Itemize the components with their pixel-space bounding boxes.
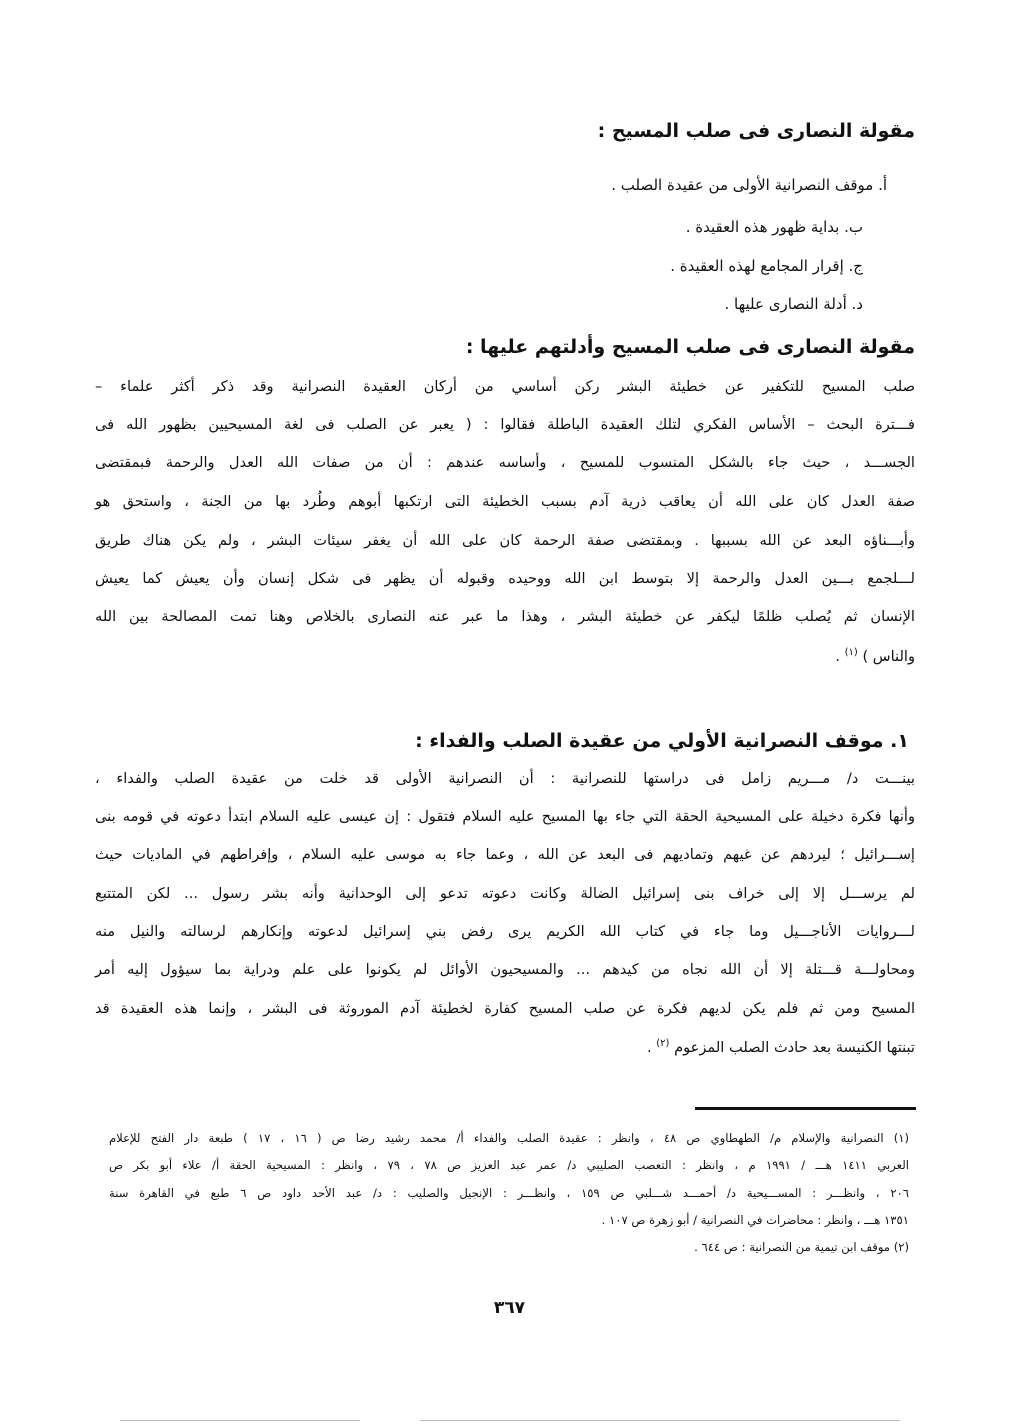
footnote-1-line: ٢٠٦ ، وانظـــر : المســـيحية د/ أحمـــد شـــلبي ص ١٥٩ ، وانظـــر : الإنجيل والصليب : د/ عبد الأحد داود ص ٦ طبع في القاهرة سنة: [109, 1186, 909, 1200]
paragraph-last-line: [835, 647, 915, 665]
paragraph-end: .: [835, 647, 840, 665]
paragraph-line: صلب المسيح للتكفير عن خطيئة البشر ركن أساسي من أركان العقيدة النصرانية وقد ذكر أكثر علماء –: [95, 378, 915, 395]
scan-edge-line: [420, 1420, 900, 1421]
paragraph-line: لم يرســـل إلا إلى خراف بنى إسرائيل الضالة وكانت دعوته تدعو إلى الوحدانية وأنه بشر رسول ... لكن المتتبع: [95, 885, 915, 902]
paragraph-line: ومحاولـــة قـــتلة إلا أن الله نجاه من كيدهم ... والمسيحيون الأوائل لم يكونوا على علم ودراية بما سيؤول إليه أمر: [95, 961, 915, 978]
paragraph-line: وأبـــناؤه البعد عن الله بسببها . وبمقتضى صفة الرحمة كان على الله أن يغفر سيئات البشر ، ولم يكن هناك طريق: [95, 532, 915, 549]
outline-item-a: أ. موقف النصرانية الأولى من عقيدة الصلب .: [611, 176, 887, 194]
paragraph-line: لـــروايات الأناجـــيل وما جاء في كتاب الله الكريم يرى رفض بني إسرائيل لدعوته وإنكارهم لرسالته والنيل منه: [95, 923, 915, 940]
paragraph-line: صفة العدل كان على الله أن يعاقب ذرية آدم بسبب الخطيئة التى ارتكبها أبوهم وطُرد بها من الجنة ، واستحق هو: [95, 493, 915, 510]
footnote-1-line: العربي ١٤١١ هـــ / ١٩٩١ م ، وانظر : التعصب الصليبي د/ عمر عبد العزيز ص ٧٨ ، ٧٩ ، وانظر : المسيحية الحقة أ/ علاء أبو بكر ص: [109, 1158, 909, 1172]
paragraph-end: .: [646, 1038, 652, 1056]
footnote-2: (٢) موقف ابن تيمية من النصرانية : ص ٦٤٤ .: [694, 1240, 909, 1254]
paragraph-line: وأنها فكرة دخيلة على المسيحية الحقة التي جاء بها المسيح عليه السلام فتقول : إن عيسى عليه السلام ابتدأ دعوته في قومه بنى: [95, 808, 915, 825]
footnote-1-last-line: ١٣٥١ هـــ ، وانظر : محاضرات في النصرانية / أبو زهرة ص ١٠٧ .: [601, 1213, 909, 1227]
paragraph-line: المسيح ومن ثم فلم يكن لديهم فكرة عن صلب المسيح كفارة لخطيئة آدم الموروثة فى البشر ، وإنما هذه العقيدة قد: [95, 1000, 915, 1017]
paragraph-line: لـــلجمع بـــين العدل والرحمة إلا بتوسط ابن الله ووحيده وقبوله أن يظهر فى شكل إنسان وأن يعيش كما يعيش: [95, 570, 915, 587]
outline-item-b: ب. بداية ظهور هذه العقيدة .: [685, 218, 863, 236]
paragraph-line: فـــترة البحث – الأساس الفكري لتلك العقيدة الباطلة فقالوا : ( يعبر عن الصلب فى لغة المسيحيين بظهور الله فى: [95, 416, 915, 433]
section-heading-early-christianity: ١. موقف النصرانية الأولي من عقيدة الصلب والفداء :: [415, 730, 909, 752]
section-heading-claim-and-evidence: مقولة النصارى فى صلب المسيح وأدلتهم عليها :: [465, 336, 915, 358]
footnote-ref-2[interactable]: (٢): [656, 1038, 670, 1049]
section-heading-christian-claim: مقولة النصارى فى صلب المسيح :: [597, 120, 915, 142]
paragraph-line: إســـرائيل ؛ ليردهم عن غيهم وتماديهم فى البعد عن الله ، وعما جاء به موسى عليه السلام ، وإفراطهم في الماديات حيث: [95, 846, 915, 863]
outline-item-d: د. أدلة النصارى عليها .: [724, 295, 863, 313]
footnote-1-line: (١) النصرانية والإسلام م/ الطهطاوي ص ٤٨ ، وانظر : عقيدة الصلب والفداء أ/ محمد رشيد رضا ص ( ١٦ ، ١٧ ) طبعة دار الفتح للإعلام: [109, 1131, 909, 1145]
outline-item-c: ج. إقرار المجامع لهذه العقيدة .: [670, 257, 863, 275]
paragraph-text: تبنتها الكنيسة بعد حادث الصلب المزعوم: [674, 1038, 915, 1056]
footnote-ref-1[interactable]: (١): [844, 647, 858, 658]
paragraph-line: الجســـد ، حيث جاء بالشكل المنسوب للمسيح ، وأساسه عندهم : أن من صفات الله العدل والرحمة فبمقتضى: [95, 454, 915, 471]
footnote-separator: [695, 1107, 916, 1110]
paragraph-last-line: [647, 1038, 915, 1056]
paragraph-line: بينـــت د/ مـــريم زامل فى دراستها للنصرانية : أن النصرانية الأولى قد خلت من عقيدة الصلب والفداء ،: [95, 770, 915, 787]
paragraph-text: والناس ): [862, 647, 915, 665]
scan-edge-line: [120, 1420, 360, 1421]
page-number: ٣٦٧: [493, 1298, 526, 1318]
paragraph-line: الإنسان ثم يُصلب ظلمًا ليكفر عن خطيئة البشر ، وهذا ما عبر عنه النصارى بالخلاص وهنا تمت المصالحة بين الله: [95, 608, 915, 625]
